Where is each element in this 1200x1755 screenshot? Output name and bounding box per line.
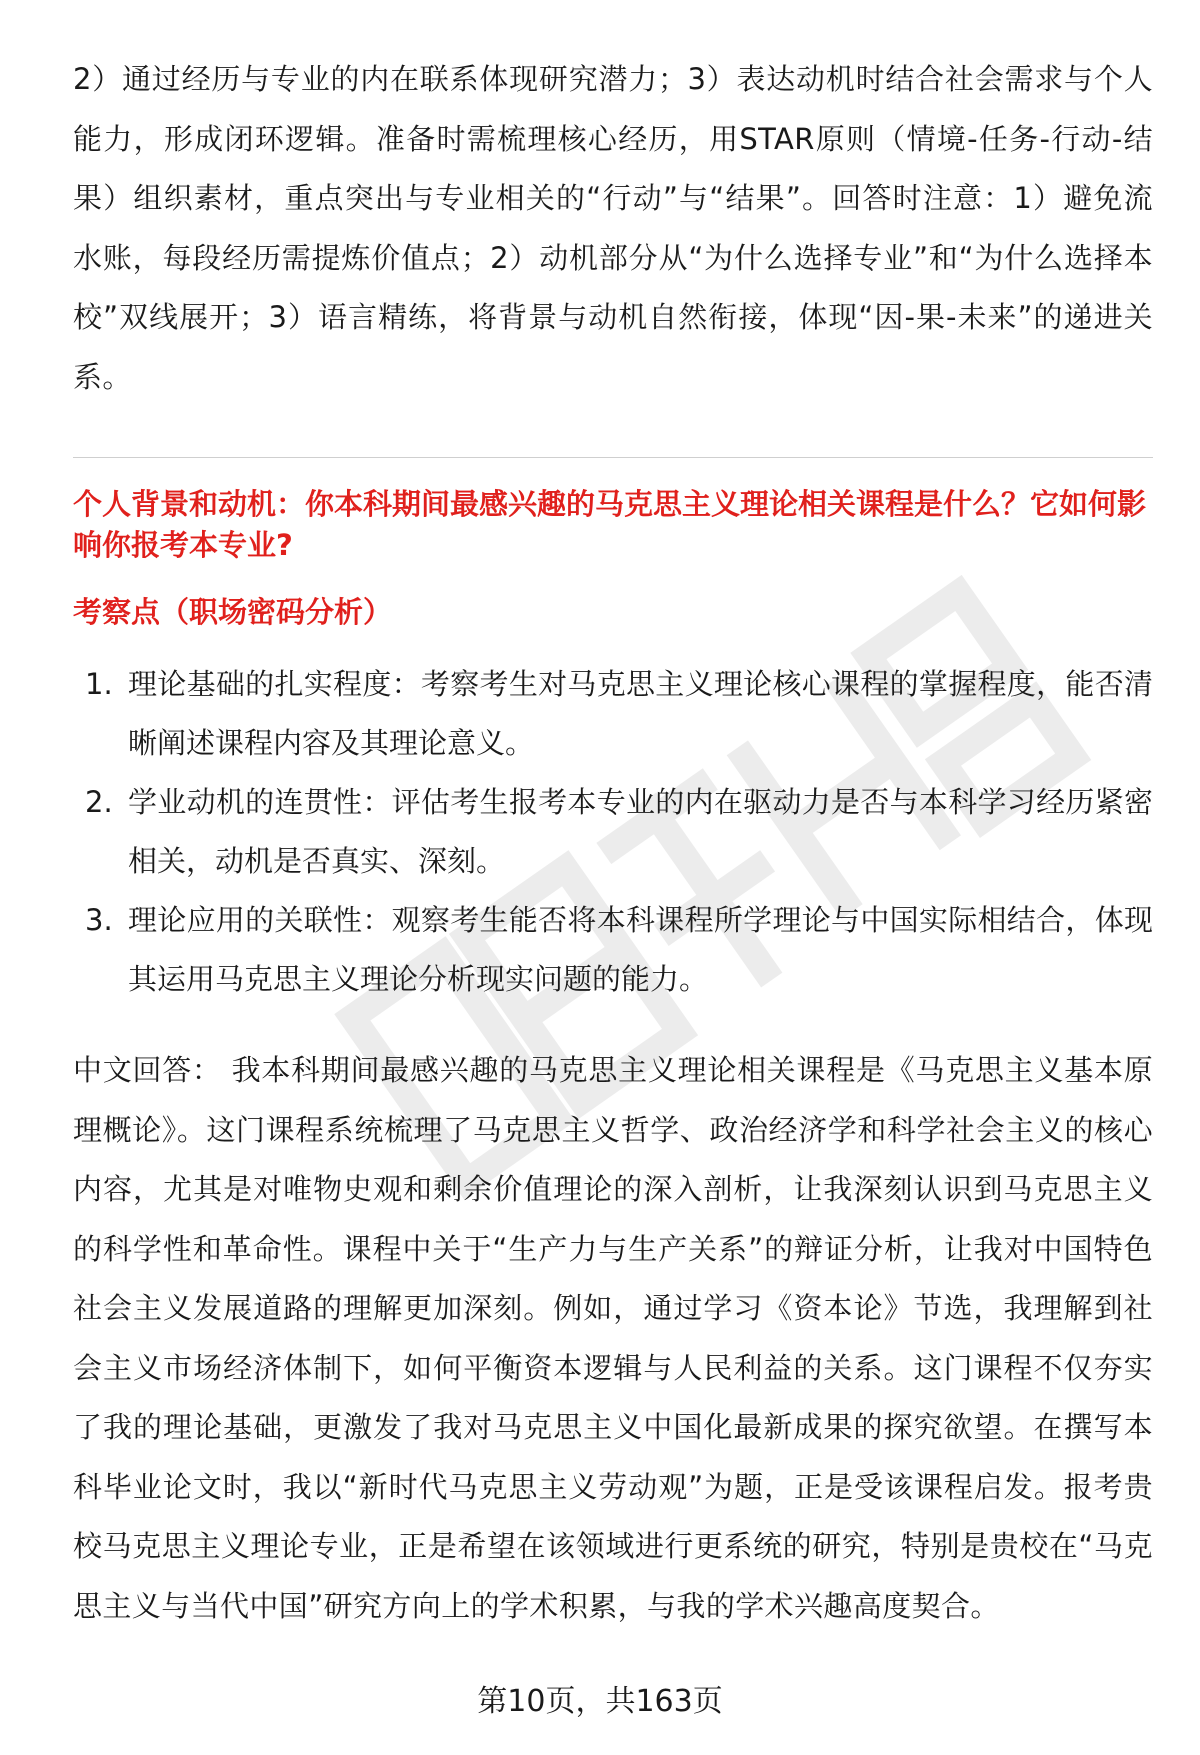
point-text: 学业动机的连贯性：评估考生报考本专业的内在驱动力是否与本科学习经历紧密相关，动机是否真实、深刻。 (128, 785, 1153, 878)
section-divider (73, 457, 1153, 458)
answer-paragraph: 中文回答： 我本科期间最感兴趣的马克思主义理论相关课程是《马克思主义基本原理概论》。这门课程系统梳理了马克思主义哲学、政治经济学和科学社会主义的核心内容，尤其是对唯物史观和剩余价值理论的深入剖析，让我深刻认识到马克思主义的科学性和革命性。课程中关于“生产力与生产关系”的辩证分析，让我对中国特色社会主义发展道路的理解更加深刻。例如，通过学习《资本论》节选，我理解到社会主义市场经济体制下，如何平衡资本逻辑与人民利益的关系。这门课程不仅夯实了我的理论基础，更激发了我对马克思主义中国化最新成果的探究欲望。在撰写本科毕业论文时，我以“新时代马克思主义劳动观”为题，正是受该课程启发。报考贵校马克思主义理论专业，正是希望在该领域进行更系统的研究，特别是贵校在“马克思主义与当代中国”研究方向上的学术积累，与我的学术兴趣高度契合。 (73, 1053, 1153, 1623)
intro-paragraph: 2）通过经历与专业的内在联系体现研究潜力；3）表达动机时结合社会需求与个人能力，形成闭环逻辑。准备时需梳理核心经历，用STAR原则（情境-任务-行动-结果）组织素材，重点突出与专业相关的“行动”与“结果”。回答时注意：1）避免流水账，每段经历需提炼价值点；2）动机部分从“为什么选择专业”和“为什么选择本校”双线展开；3）语言精练，将背景与动机自然衔接，体现“因-果-未来”的递进关系。 (73, 62, 1153, 394)
page-footer: 第10页，共163页 (477, 1684, 723, 1719)
assessment-point (73, 773, 1153, 891)
point-number: 1. (85, 667, 113, 701)
assessment-point-list (73, 655, 1153, 1009)
assessment-point (73, 891, 1153, 1009)
point-text: 理论基础的扎实程度：考察考生对马克思主义理论核心课程的掌握程度，能否清晰阐述课程内容及其理论意义。 (128, 667, 1153, 760)
assessment-heading: 考察点（职场密码分析） (73, 595, 393, 629)
document-page (73, 50, 1153, 1636)
point-text: 理论应用的关联性：观察考生能否将本科课程所学理论与中国实际相结合，体现其运用马克思主义理论分析现实问题的能力。 (128, 903, 1153, 996)
assessment-point (73, 655, 1153, 773)
point-number: 3. (85, 903, 113, 937)
point-number: 2. (85, 785, 113, 819)
question-heading: 个人背景和动机：你本科期间最感兴趣的马克思主义理论相关课程是什么？它如何影响你报考本专业? (73, 487, 1147, 562)
